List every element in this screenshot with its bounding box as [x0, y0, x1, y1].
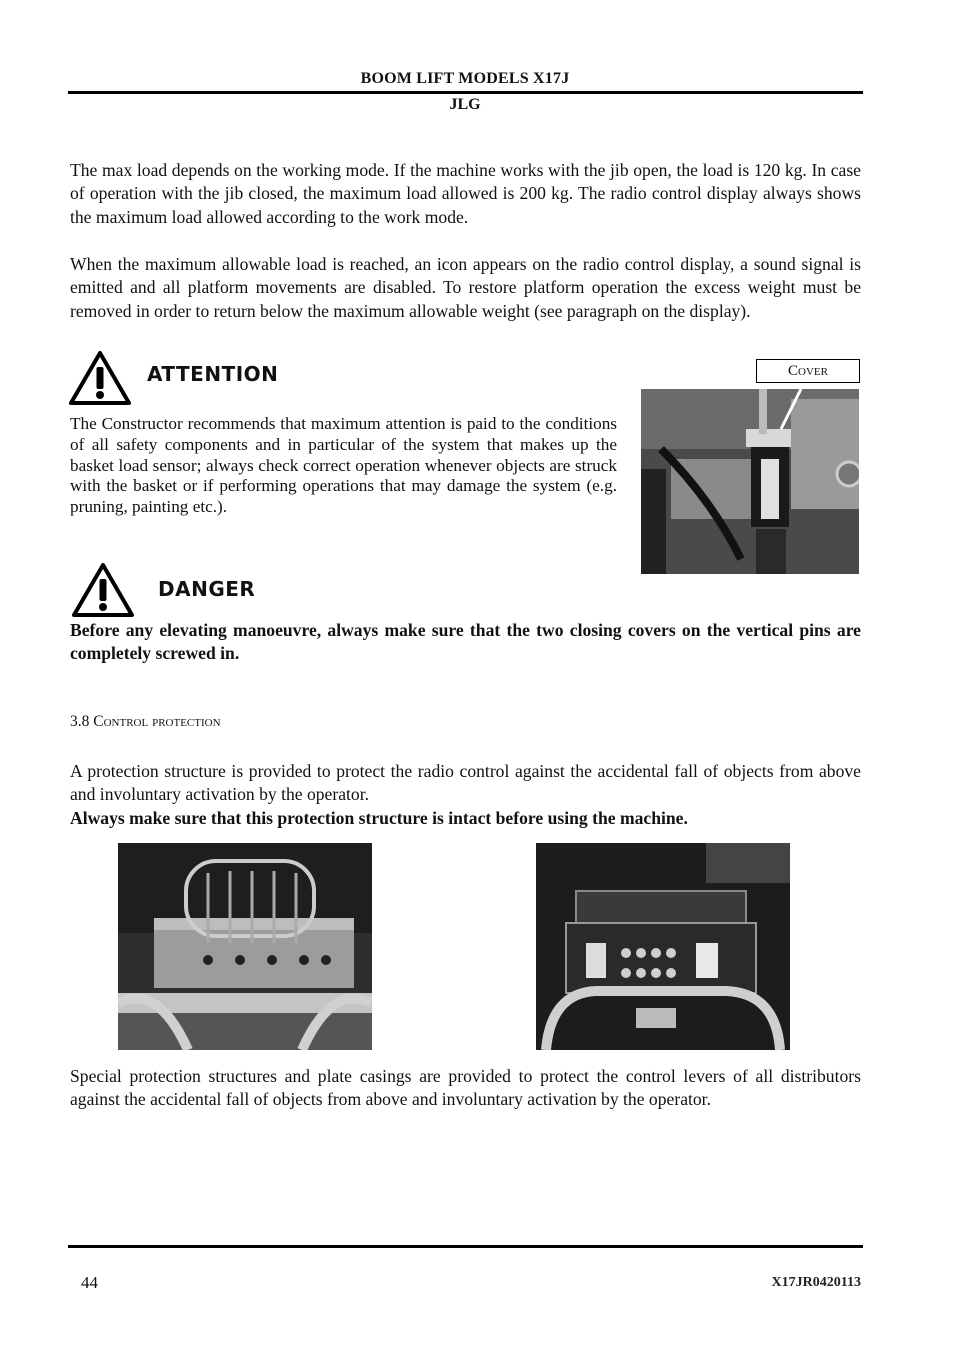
intro-paragraph-2: When the maximum allowable load is reached, an icon appears on the radio control display, a sound signal is emitted and all platform movements are disabled. To restore platform operation the excess weight must be removed in order to return below the maximum allowable weight (see paragraph on the display).	[70, 254, 861, 321]
intro-paragraph-1: The max load depends on the working mode. If the machine works with the jib open, the load is 120 kg. In case of operation with the jib closed, the maximum load allowed is 200 kg. The radio control display always shows the maximum load allowed according to the work mode.	[70, 160, 861, 227]
document-code: X17JR0420113	[771, 1275, 861, 1290]
document-subtitle: JLG	[449, 96, 481, 113]
page-number: 44	[81, 1273, 98, 1292]
section-paragraph-2: Special protection structures and plate casings are provided to protect the control levers of all distributors against the accidental fall of objects from above and involuntary activation by the operator.	[70, 1066, 861, 1110]
cover-label: Cover	[756, 359, 860, 383]
section-heading: 3.8 Control protection	[70, 713, 221, 730]
document-title: BOOM LIFT MODELS X17J	[360, 70, 570, 87]
footer-rule	[68, 1245, 863, 1248]
section-paragraph-1: A protection structure is provided to protect the radio control against the accidental fall of objects from above and involuntary activation by the operator.	[70, 761, 861, 805]
warning-triangle-icon	[68, 350, 132, 406]
header-rule	[68, 91, 863, 94]
attention-text: The Constructor recommends that maximum attention is paid to the conditions of all safety components and in particular of the system that makes up the basket load sensor; always check correct operation whenever objects are struck with the basket or if performing operations that may damage the system (e.g. pruning, painting etc.).	[70, 414, 617, 517]
danger-text: Before any elevating manoeuvre, always make sure that the two closing covers on the vertical pins are completely screwed in.	[70, 620, 861, 664]
control-protection-photo-right	[536, 843, 790, 1050]
load-sensor-photo	[641, 389, 859, 574]
section-paragraph-bold: Always make sure that this protection structure is intact before using the machine.	[70, 808, 688, 828]
danger-title: DANGER	[158, 577, 256, 601]
control-protection-photo-left	[118, 843, 372, 1050]
attention-title: ATTENTION	[147, 362, 279, 386]
warning-triangle-icon	[71, 562, 135, 618]
